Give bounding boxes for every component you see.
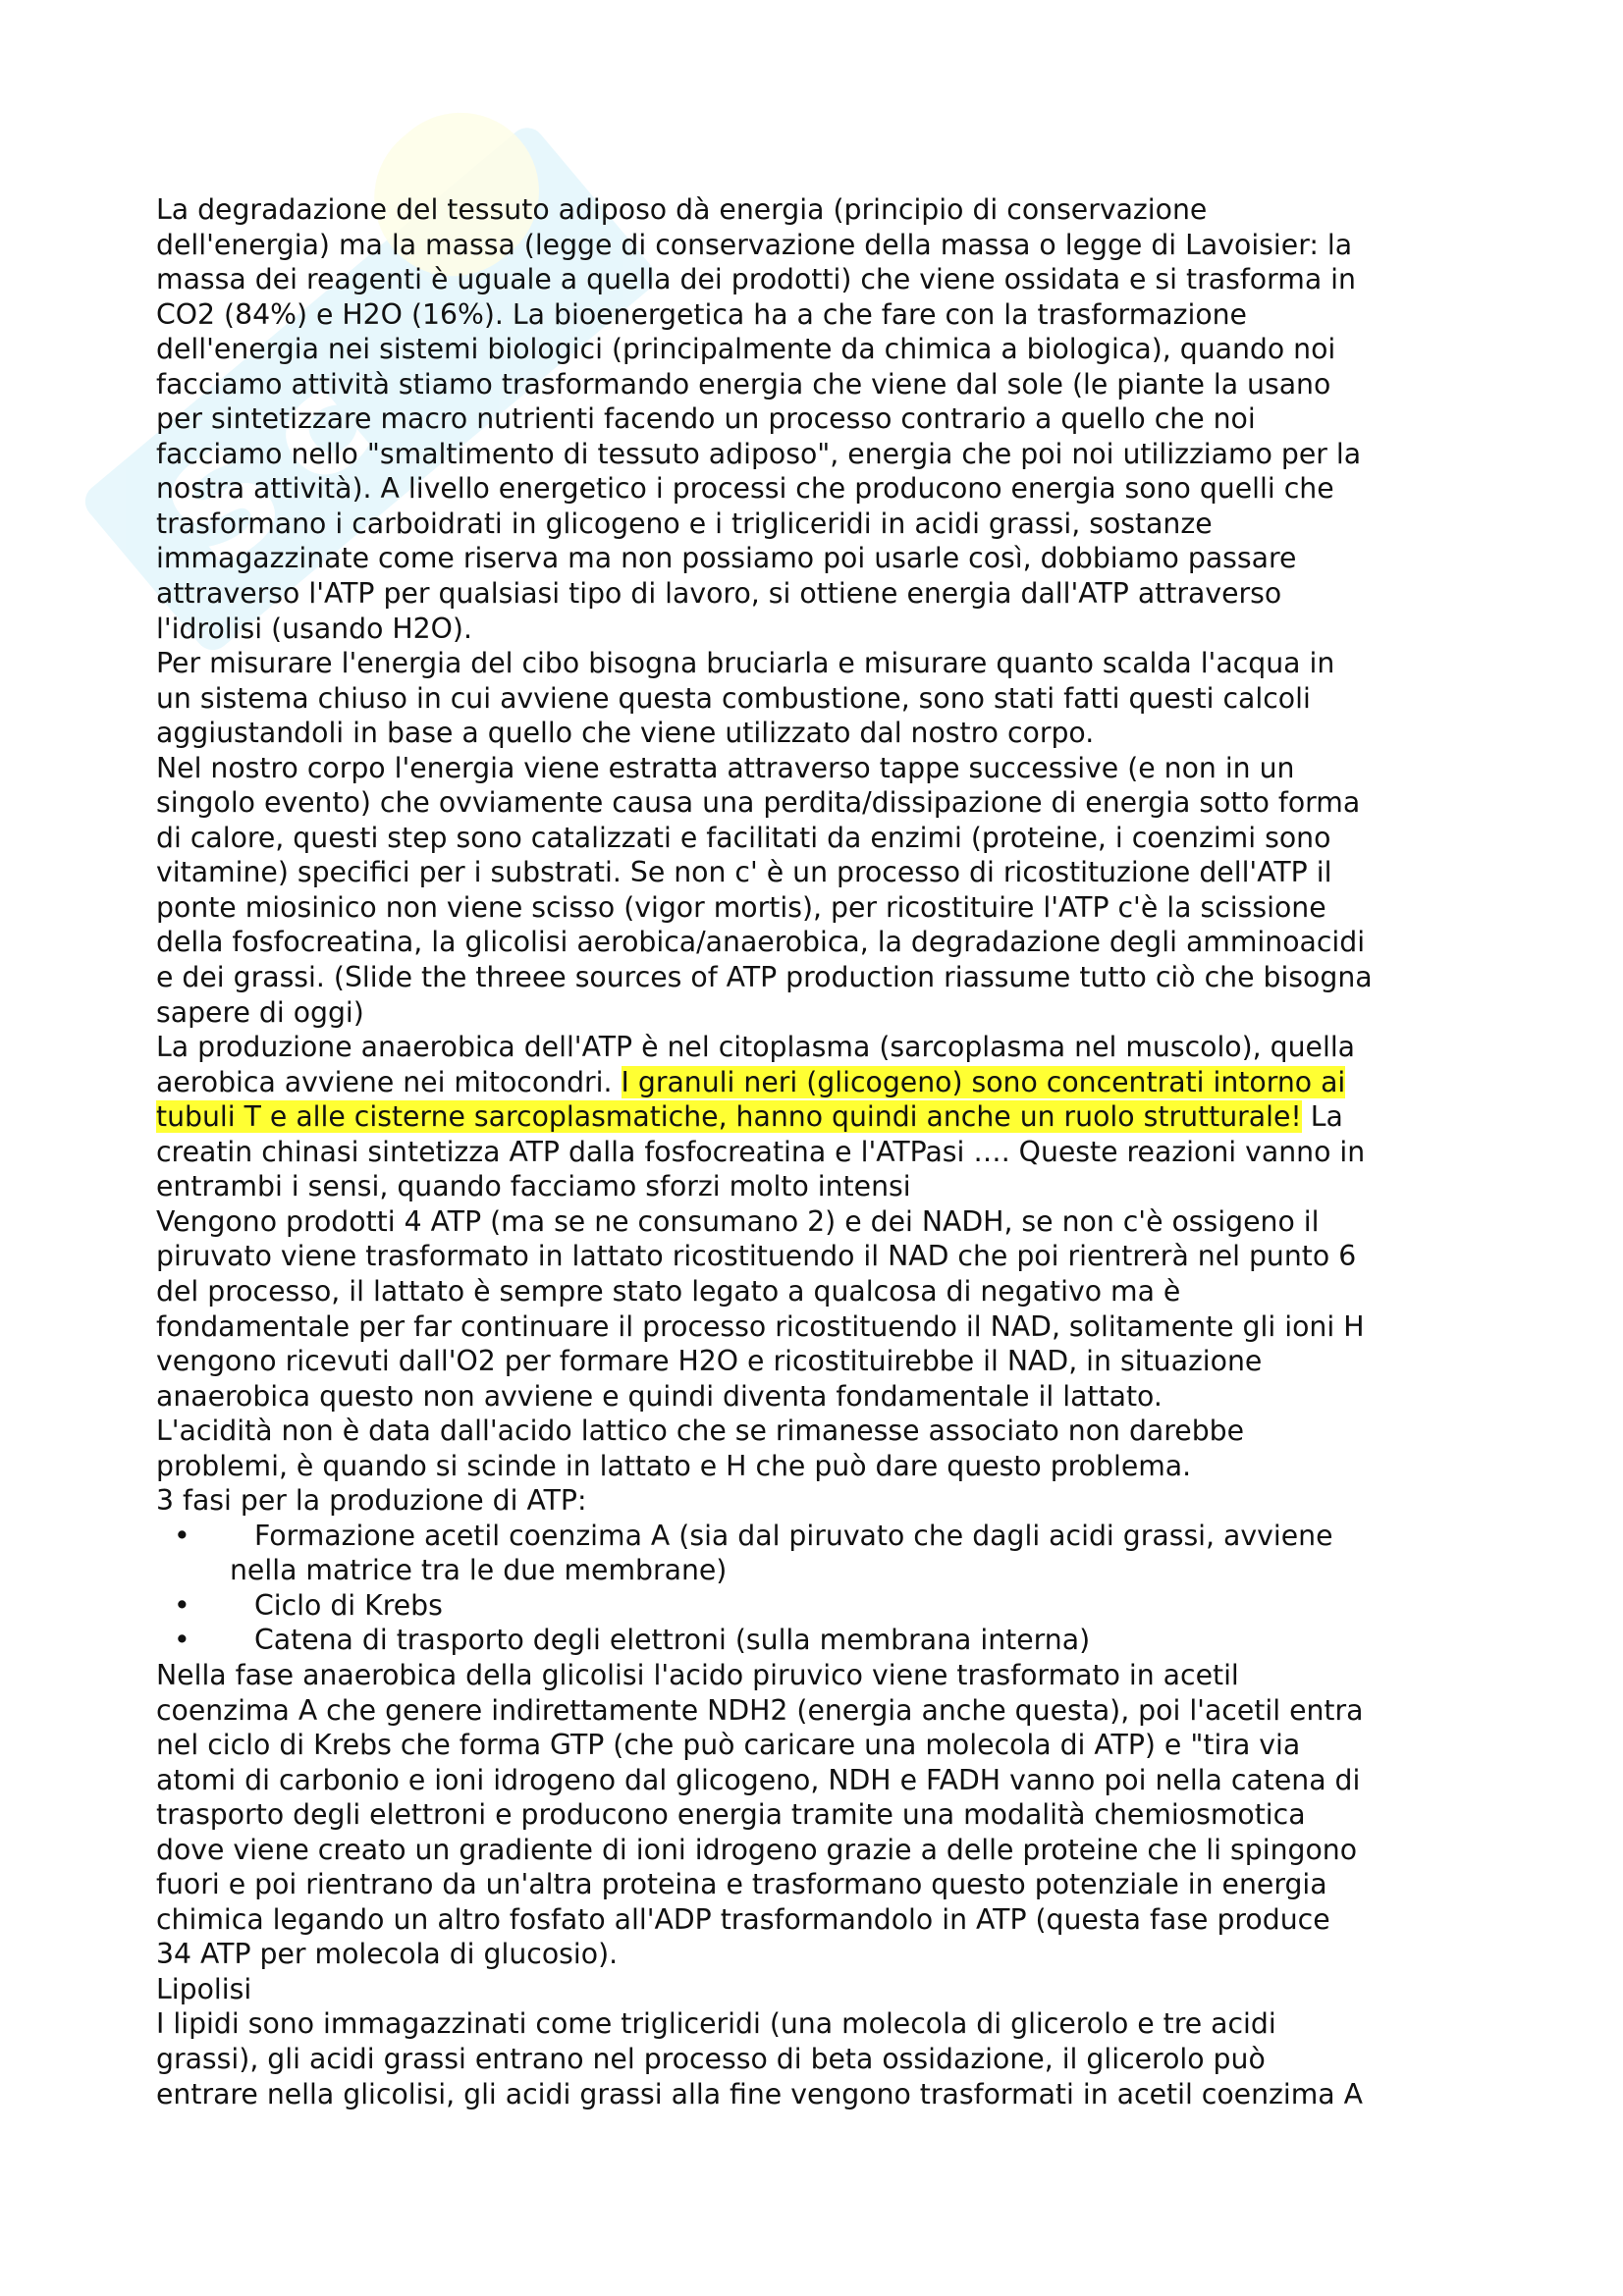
text-segment: La — [1301, 1100, 1343, 1134]
text-line — [156, 1099, 1491, 1135]
paragraph-tappe-successive — [156, 751, 1491, 1030]
text-line: facciamo nello "smaltimento di tessuto adiposo", energia che poi noi utilizziamo per la — [156, 437, 1362, 470]
text-line: singolo evento) che ovviamente causa una perdita/dissipazione di energia sotto forma — [156, 786, 1361, 820]
bullet-icon: • — [174, 1519, 190, 1552]
highlighted-text: tubuli T e alle cisterne sarcoplasmatiche, hanno quindi anche un ruolo strutturale! — [156, 1100, 1302, 1134]
text-line: La degradazione del tessuto adiposo dà energia (principio di conservazione — [156, 193, 1208, 226]
text-line: La produzione anaerobica dell'ATP è nel citoplasma (sarcoplasma nel muscolo), quella — [156, 1031, 1356, 1064]
text-line: Nel nostro corpo l'energia viene estratta attraverso tappe successive (e non in un — [156, 751, 1295, 784]
text-line: coenzima A che genere indirettamente NDH2 (energia anche questa), poi l'acetil entra — [156, 1693, 1364, 1727]
text-line: e dei grassi. (Slide the threee sources of ATP production riassume tutto ciò che bisogna — [156, 961, 1373, 994]
text-line: L'acidità non è data dall'acido lattico che se rimanesse associato non darebbe — [156, 1415, 1245, 1448]
text-line: entrare nella glicolisi, gli acidi grassi alla fine vengono trasformati in acetil coenzima A — [156, 2077, 1363, 2110]
svg-text:S: S — [135, 413, 315, 600]
svg-text:c: c — [234, 343, 400, 518]
text-line: per sintetizzare macro nutrienti facendo un processo contrario a quello che noi — [156, 402, 1256, 436]
paragraph-acidita — [156, 1414, 1491, 1483]
text-line: aggiustandoli in base a quello che viene utilizzato dal nostro corpo. — [156, 717, 1095, 750]
highlighted-text: I granuli neri (glicogeno) sono concentrati intorno ai — [621, 1065, 1346, 1098]
text-line: dell'energia) ma la massa (legge di conservazione della massa o legge di Lavoisier: la — [156, 228, 1353, 261]
list-item — [156, 1519, 1491, 1554]
text-line: sapere di oggi) — [156, 995, 364, 1029]
list-item-text: Ciclo di Krebs — [254, 1588, 443, 1622]
text-line: problemi, è quando si scinde in lattato e H che può dare questo problema. — [156, 1449, 1192, 1482]
text-line: vitamine) specifici per i substrati. Se non c' è un processo di ricostituzione dell'ATP il — [156, 856, 1332, 889]
text-line: CO2 (84%) e H2O (16%). La bioenergetica ha a che fare con la trasformazione — [156, 297, 1247, 331]
paragraph-lipidi — [156, 2006, 1491, 2111]
text-line: ponte miosinico non viene scisso (vigor mortis), per ricostituire l'ATP c'è la scissione — [156, 890, 1326, 924]
bullet-list — [156, 1519, 1491, 1658]
text-line: fuori e poi rientrano da un'altra proteina e trasformano questo potenziale in energia — [156, 1868, 1327, 1901]
list-item — [156, 1588, 1491, 1624]
bullet-icon: • — [174, 1624, 190, 1657]
text-line: atomi di carbonio e ioni idrogeno dal glicogeno, NDH e FADH vanno poi nella catena di — [156, 1763, 1361, 1796]
text-line: facciamo attività stiamo trasformando energia che viene dal sole (le piante la usano — [156, 367, 1331, 400]
text-line: trasformano i carboidrati in glicogeno e i trigliceridi in acidi grassi, sostanze — [156, 507, 1213, 540]
bullet-icon: • — [174, 1588, 190, 1622]
text-line: I lipidi sono immagazzinati come trigliceridi (una molecola di glicerolo e tre acidi — [156, 2007, 1276, 2041]
text-line: attraverso l'ATP per qualsiasi tipo di lavoro, si ottiene energia dall'ATP attraverso — [156, 577, 1282, 611]
text-line: dove viene creato un gradiente di ioni idrogeno grazie a delle proteine che li spingono — [156, 1833, 1358, 1866]
text-line: di calore, questi step sono catalizzati e facilitati da enzimi (proteine, i coenzimi sono — [156, 821, 1331, 854]
text-line: anaerobica questo non avviene e quindi diventa fondamentale il lattato. — [156, 1379, 1163, 1413]
text-line: trasporto degli elettroni e producono energia tramite una modalità chemiosmotica — [156, 1798, 1306, 1832]
list-item-text: Formazione acetil coenzima A (sia dal piruvato che dagli acidi grassi, avviene — [254, 1519, 1333, 1552]
text-line: chimica legando un altro fosfato all'ADP trasformandolo in ATP (questa fase produce — [156, 1902, 1330, 1936]
list-item-text: Catena di trasporto degli elettroni (sulla membrana interna) — [254, 1624, 1091, 1657]
text-line: entrambi i sensi, quando facciamo sforzi molto intensi — [156, 1170, 911, 1203]
text-line: della fosfocreatina, la glicolisi aerobica/anaerobica, la degradazione degli amminoacidi — [156, 926, 1366, 959]
list-item — [156, 1623, 1491, 1658]
section-heading-lipolisi: Lipolisi — [156, 1972, 252, 2005]
text-segment: aerobica avviene nei mitocondri. — [156, 1065, 622, 1098]
text-line: nostra attività). A livello energetico i processi che producono energia sono quelli che — [156, 472, 1334, 506]
paragraph-produzione-anaerobica — [156, 1030, 1491, 1204]
text-line: dell'energia nei sistemi biologici (principalmente da chimica a biologica), quando noi — [156, 333, 1336, 366]
text-line: nel ciclo di Krebs che forma GTP (che può caricare una molecola di ATP) e "tira via — [156, 1729, 1301, 1762]
text-line: 34 ATP per molecola di glucosio). — [156, 1938, 619, 1971]
list-item-continuation — [156, 1553, 1491, 1588]
paragraph-energia — [156, 192, 1491, 646]
list-intro: 3 fasi per la produzione di ATP: — [156, 1484, 587, 1518]
text-line: l'idrolisi (usando H2O). — [156, 612, 472, 645]
text-line: immagazzinate come riserva ma non possiamo poi usarle così, dobbiamo passare — [156, 542, 1297, 575]
text-line: del processo, il lattato è sempre stato legato a qualcosa di negativo ma è — [156, 1274, 1181, 1308]
list-item-text: nella matrice tra le due membrane) — [230, 1554, 728, 1587]
text-line: massa dei reagenti è uguale a quella dei prodotti) che viene ossidata e si trasforma in — [156, 263, 1356, 296]
paragraph-misurare-energia — [156, 646, 1491, 751]
text-line: un sistema chiuso in cui avviene questa combustione, sono stati fatti questi calcoli — [156, 681, 1311, 715]
text-line: Vengono prodotti 4 ATP (ma se ne consumano 2) e dei NADH, se non c'è ossigeno il — [156, 1204, 1320, 1238]
text-line: piruvato viene trasformato in lattato ricostituendo il NAD che poi rientrerà nel punto 6 — [156, 1240, 1357, 1273]
text-line: grassi), gli acidi grassi entrano nel processo di beta ossidazione, il glicerolo può — [156, 2042, 1266, 2075]
text-line: Nella fase anaerobica della glicolisi l'acido piruvico viene trasformato in acetil — [156, 1658, 1239, 1691]
text-line: fondamentale per far continuare il processo ricostituendo il NAD, solitamente gli ioni H — [156, 1309, 1365, 1343]
document-body — [156, 192, 1491, 2111]
text-line — [156, 1065, 1491, 1100]
paragraph-atp-nadh — [156, 1204, 1491, 1414]
text-line: creatin chinasi sintetizza ATP dalla fosfocreatina e l'ATPasi …. Queste reazioni vanno in — [156, 1135, 1366, 1168]
text-line: Per misurare l'energia del cibo bisogna bruciarla e misurare quanto scalda l'acqua in — [156, 647, 1335, 680]
paragraph-fase-anaerobica — [156, 1658, 1491, 1972]
text-line: vengono ricevuti dall'O2 per formare H2O e ricostituirebbe il NAD, in situazione — [156, 1345, 1263, 1378]
